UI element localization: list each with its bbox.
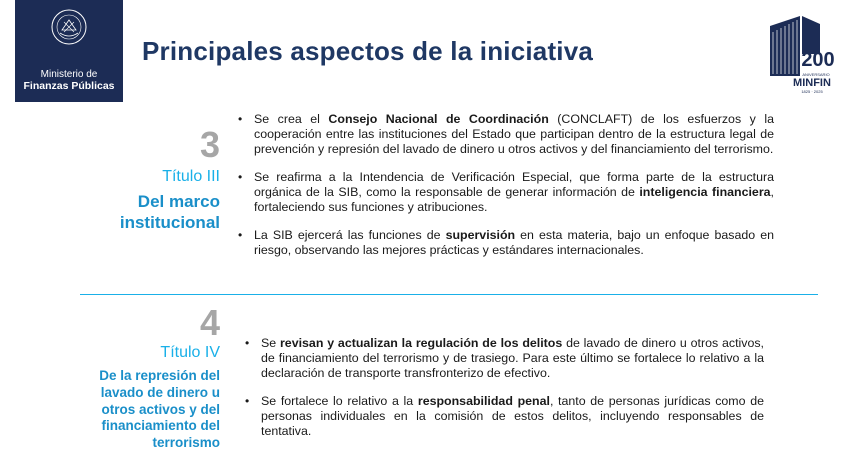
- svg-text:1825 · 2025: 1825 · 2025: [801, 89, 823, 94]
- list-item: • Se crea el Consejo Nacional de Coordinación (CONCLAFT) de los esfuerzos y la cooperación entre las instituciones del Estado que participan dentro de la estructura legal de prevención y represión del lavado de dinero u otros activos y del financiamiento del terrorismo.: [238, 112, 774, 156]
- logo-line-ministerio: Ministerio de: [40, 69, 98, 80]
- list-item: • Se fortalece lo relativo a la responsabilidad penal, tanto de personas jurídicas como de personas individuales en la comisión de estos delitos, incluyendo responsables de tentativa.: [245, 394, 764, 438]
- ministry-logo: [15, 0, 123, 102]
- bullet-dot: •: [238, 112, 243, 126]
- section-4-bullet-list: [243, 336, 764, 439]
- page-title: Principales aspectos de la iniciativa: [142, 36, 594, 66]
- bullet-dot: •: [238, 228, 243, 242]
- section-4-number: 4: [199, 302, 220, 343]
- section-divider: [80, 294, 818, 295]
- bullet-dot: •: [245, 394, 250, 408]
- section-3-number: 3: [199, 124, 220, 165]
- section-4-title: Título IV: [160, 344, 220, 361]
- list-item: • Se reafirma a la Intendencia de Verificación Especial, que forma parte de la estructura orgánica de la SIB, como la responsable de generar información de inteligencia financiera, fortaleciendo sus funciones y atribuciones.: [238, 170, 774, 214]
- section-3-bullet-list: [236, 112, 774, 258]
- svg-text:ANIVERSARIO: ANIVERSARIO: [802, 72, 830, 77]
- section-4-subtitle: De la represión del lavado de dinero u otros activos y del financiamiento del terrorismo: [99, 368, 220, 451]
- guatemala-seal-icon: [50, 8, 88, 56]
- list-item: • La SIB ejercerá las funciones de supervisión en esta materia, bajo un enfoque basado en riesgo, observando las mejores prácticas y estándares internacionales.: [238, 228, 774, 257]
- section-3-subtitle: Del marco institucional: [119, 192, 220, 232]
- bullet-dot: •: [238, 170, 243, 184]
- svg-text:200: 200: [801, 49, 835, 71]
- minfin-200-anniversary-logo: [760, 14, 836, 96]
- section-3-title: Título III: [162, 168, 220, 185]
- list-item: • Se revisan y actualizan la regulación de los delitos de lavado de dinero u otros activos, de financiamiento del terrorismo y de trasiego. Para este último se fortalece lo relativo a la declaración de transporte transfronterizo de efectivo.: [245, 336, 764, 380]
- bullet-dot: •: [245, 336, 250, 350]
- logo-line-finanzas: Finanzas Públicas: [23, 80, 115, 92]
- svg-text:MINFIN: MINFIN: [793, 77, 831, 89]
